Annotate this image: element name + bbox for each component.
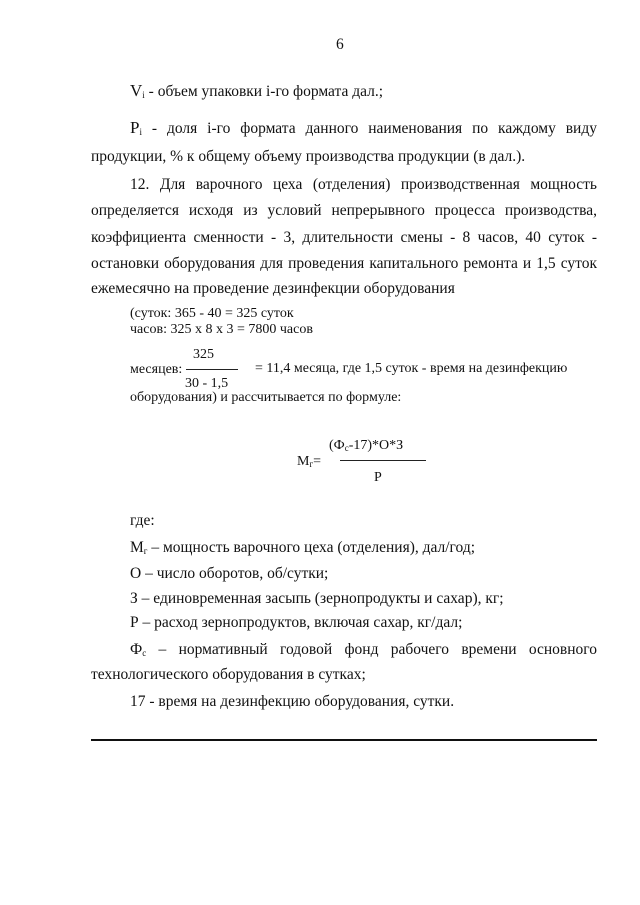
months-label: месяцев: (130, 362, 183, 377)
calc-hours: часов: 325 x 8 x 3 = 7800 часов (130, 322, 313, 337)
formula-fraction-line (340, 460, 426, 461)
bottom-rule (91, 739, 597, 741)
legend-item: $Ф_с$ – нормативный годовой фонд рабочего времени основного (130, 641, 597, 658)
formula-numerator: $(Ф_с-17)*О*З$ (329, 438, 404, 453)
para12-line: коэффициента сменности - 3, длительности смены - 8 часов, 40 суток - (91, 229, 597, 246)
para12-line: ежемесячно на проведение дезинфекции оборудования (91, 280, 455, 297)
calc-after: оборудования) и рассчитывается по формуле: (130, 390, 402, 405)
para12-line: 12. Для варочного цеха (отделения) производственная мощность (130, 176, 597, 193)
legend-item: 17 - время на дезинфекцию оборудования, сутки. (130, 693, 455, 710)
months-result: = 11,4 месяца, где 1,5 суток - время на дезинфекцию (255, 361, 568, 376)
formula-denominator: Р (374, 470, 382, 485)
calc-days: (суток: 365 - 40 = 325 суток (130, 306, 294, 321)
legend-item-cont: технологического оборудования в сутках; (91, 666, 366, 683)
definition-v: $V_i$ - объем упаковки i-го формата дал.; (130, 81, 384, 100)
months-denominator: 30 - 1,5 (185, 376, 229, 391)
legend-item: О – число оборотов, об/сутки; (130, 565, 329, 582)
para12-line: определяется исходя из условий непрерывного процесса производства, (91, 202, 597, 219)
definition-p: $P_i$ - доля i-го формата данного наименования по каждому виду (130, 118, 597, 137)
legend-item: $М_г$ – мощность варочного цеха (отделения), дал/год; (130, 539, 476, 556)
formula-lhs: $М_г=$ (297, 454, 322, 469)
para12-line: остановки оборудования для проведения капитального ремонта и 1,5 суток (91, 255, 597, 272)
fraction-line (186, 369, 238, 370)
page-number: 6 (336, 36, 344, 53)
legend-item: З – единовременная засыпь (зернопродукты и сахар), кг; (130, 590, 504, 607)
definition-p-cont: продукции, % к общему объему производства продукции (в дал.). (91, 148, 526, 165)
where-label: где: (130, 512, 155, 529)
legend-item: Р – расход зернопродуктов, включая сахар, кг/дал; (130, 614, 463, 631)
months-numerator: 325 (193, 347, 214, 362)
